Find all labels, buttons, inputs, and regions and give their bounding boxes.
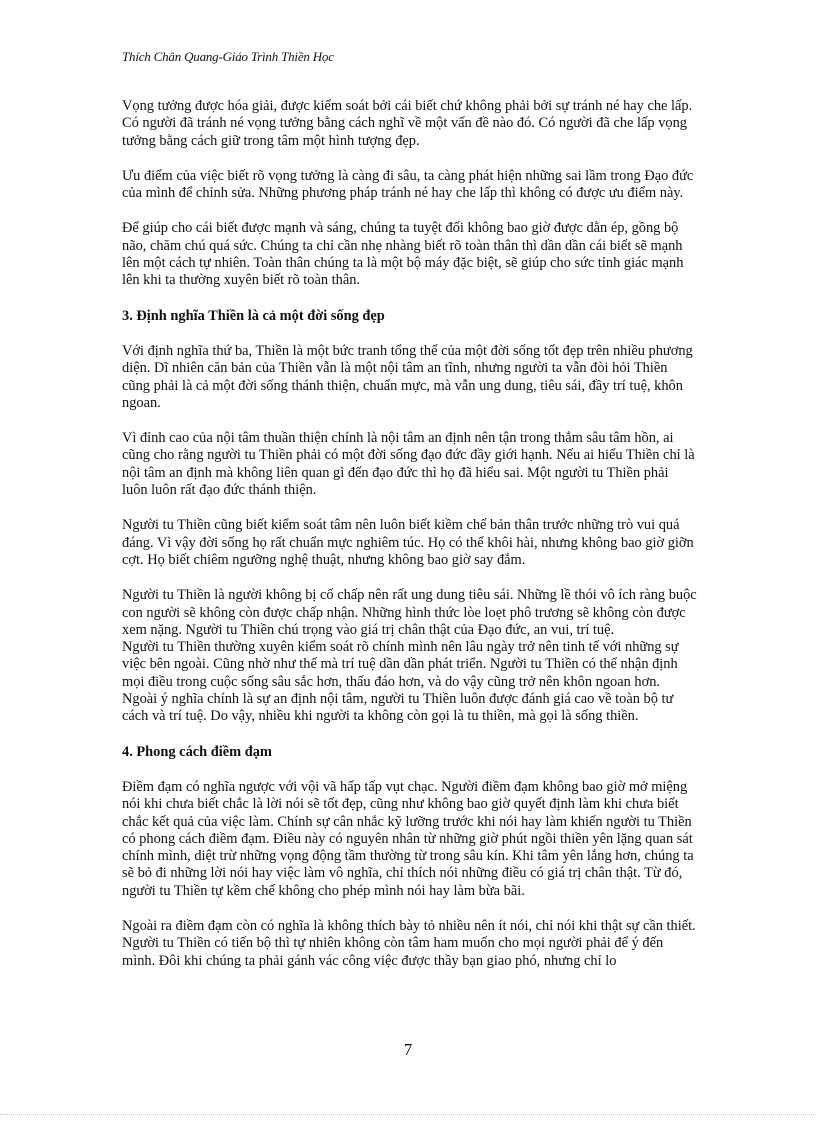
- paragraph: Người tu Thiền là người không bị cố chấp nên rất ung dung tiêu sái. Những lề thói vô ích ràng buộc con người sẽ không còn được chấp nhận. Những hình thức lòe loẹt phô trương sẽ không còn được xem nặng. Người tu Thiền chú trọng vào giá trị chân thật của Đạo đức, an vui, trí tuệ.: [122, 587, 697, 638]
- paragraph: Với định nghĩa thứ ba, Thiền là một bức tranh tổng thể của một đời sống tốt đẹp trên nhiều phương diện. Dĩ nhiên căn bản của Thiền vẫn là một nội tâm an tĩnh, nhưng người ta vẫn đòi hỏi Thiền cũng phải là cả một đời sống thánh thiện, chuẩn mực, mà vẫn ung dung, tiêu sái, đầy trí tuệ, khôn ngoan.: [122, 342, 693, 411]
- paragraph: Vì đỉnh cao của nội tâm thuần thiện chính là nội tâm an định nên tận trong thẳm sâu tâm hồn, ai cũng cho rằng người tu Thiền phải có một đời sống đạo đức đầy giới hạnh. Nếu ai hiểu Thiền chỉ là nội tâm an định mà không liên quan gì đến đạo đức thì họ đã hiểu sai. Một người tu Thiền phải luôn luôn rất đạo đức thánh thiện.: [122, 430, 695, 499]
- running-header: Thích Chân Quang-Giáo Trình Thiền Học: [122, 49, 334, 64]
- page-bottom-divider: [0, 1114, 816, 1115]
- paragraph: Người tu Thiền thường xuyên kiểm soát rõ chính mình nên lâu ngày trở nên tinh tế với những sự việc bên ngoài. Cũng nhờ như thế mà trí tuệ dần dần phát triển. Người tu Thiền có thể nhận định mọi điều trong cuộc sống sâu sắc hơn, thấu đáo hơn, và do vậy cũng trở nên khôn ngoan hơn. Ngoài ý nghĩa chính là sự an định nội tâm, người tu Thiền luôn được đánh giá cao về toàn bộ tư cách và trí tuệ. Do vậy, nhiều khi người ta không còn gọi là tu thiền, mà gọi là sống thiền.: [122, 639, 679, 725]
- paragraph: Vọng tưởng được hóa giải, được kiểm soát bởi cái biết chứ không phải bởi sự tránh né hay che lấp. Có người đã tránh né vọng tưởng bằng cách nghĩ về một vấn đề nào đó. Có người đã che lấp vọng tưởng bằng cách giữ trong tâm một hình tượng đẹp.: [122, 98, 693, 149]
- paragraph: Ngoài ra điềm đạm còn có nghĩa là không thích bày tỏ nhiều nên ít nói, chỉ nói khi thật sự cần thiết. Người tu Thiền có tiến bộ thì tự nhiên không còn tâm ham muốn cho mọi người phải để ý đến mình. Đôi khi chúng ta phải gánh vác công việc được thầy bạn giao phó, nhưng chỉ lo: [122, 917, 696, 969]
- section-heading: 4. Phong cách điềm đạm: [122, 743, 272, 760]
- section-heading: 3. Định nghĩa Thiền là cả một đời sống đẹp: [122, 307, 385, 324]
- document-body: [122, 98, 697, 988]
- paragraph: Người tu Thiền cũng biết kiểm soát tâm nên luôn biết kiềm chế bản thân trước những trò vui quá đáng. Vì vậy đời sống họ rất chuẩn mực nghiêm túc. Họ có thể khôi hài, nhưng không bao giờ giỡn cợt. Họ biết chiêm ngưỡng nghệ thuật, nhưng không bao giờ say đắm.: [122, 517, 694, 568]
- page-number: 7: [403, 1040, 413, 1059]
- paragraph: Để giúp cho cái biết được mạnh và sáng, chúng ta tuyệt đối không bao giờ được dằn ép, gồng bộ não, chăm chú quá sức. Chúng ta chỉ cần nhẹ nhàng biết rõ toàn thân thì dần dần cái biết sẽ mạnh lên một cách tự nhiên. Toàn thân chúng ta là một bộ máy đặc biệt, sẽ giúp cho sức tỉnh giác mạnh lên khi ta thường xuyên biết rõ toàn thân.: [122, 220, 684, 289]
- paragraph: Điềm đạm có nghĩa ngược với vội vã hấp tấp vụt chạc. Người điềm đạm không bao giờ mở miệng nói khi chưa biết chắc là lời nói sẽ tốt đẹp, cũng như không bao giờ quyết định làm khi chưa biết chắc kết quả của việc làm. Chính sự cân nhắc kỹ lưỡng trước khi nói hay làm khiến người tu Thiền có phong cách điềm đạm. Điều này có nguyên nhân từ những giờ phút ngồi thiền yên lặng quan sát chính mình, diệt trừ những vọng động tầm thường từ trong sâu kín. Khi tâm yên lắng hơn, chúng ta sẽ bỏ đi những lời nói hay việc làm vô nghĩa, chỉ thích nói những điều có giá trị chân thật. Từ đó, người tu Thiền tự kềm chế không cho phép mình nói hay làm bừa bãi.: [122, 778, 694, 899]
- paragraph: Ưu điểm của việc biết rõ vọng tưởng là càng đi sâu, ta càng phát hiện những sai lầm trong Đạo đức của mình để chỉnh sửa. Những phương pháp tránh né hay che lấp thì không có được ưu điểm này.: [122, 167, 694, 202]
